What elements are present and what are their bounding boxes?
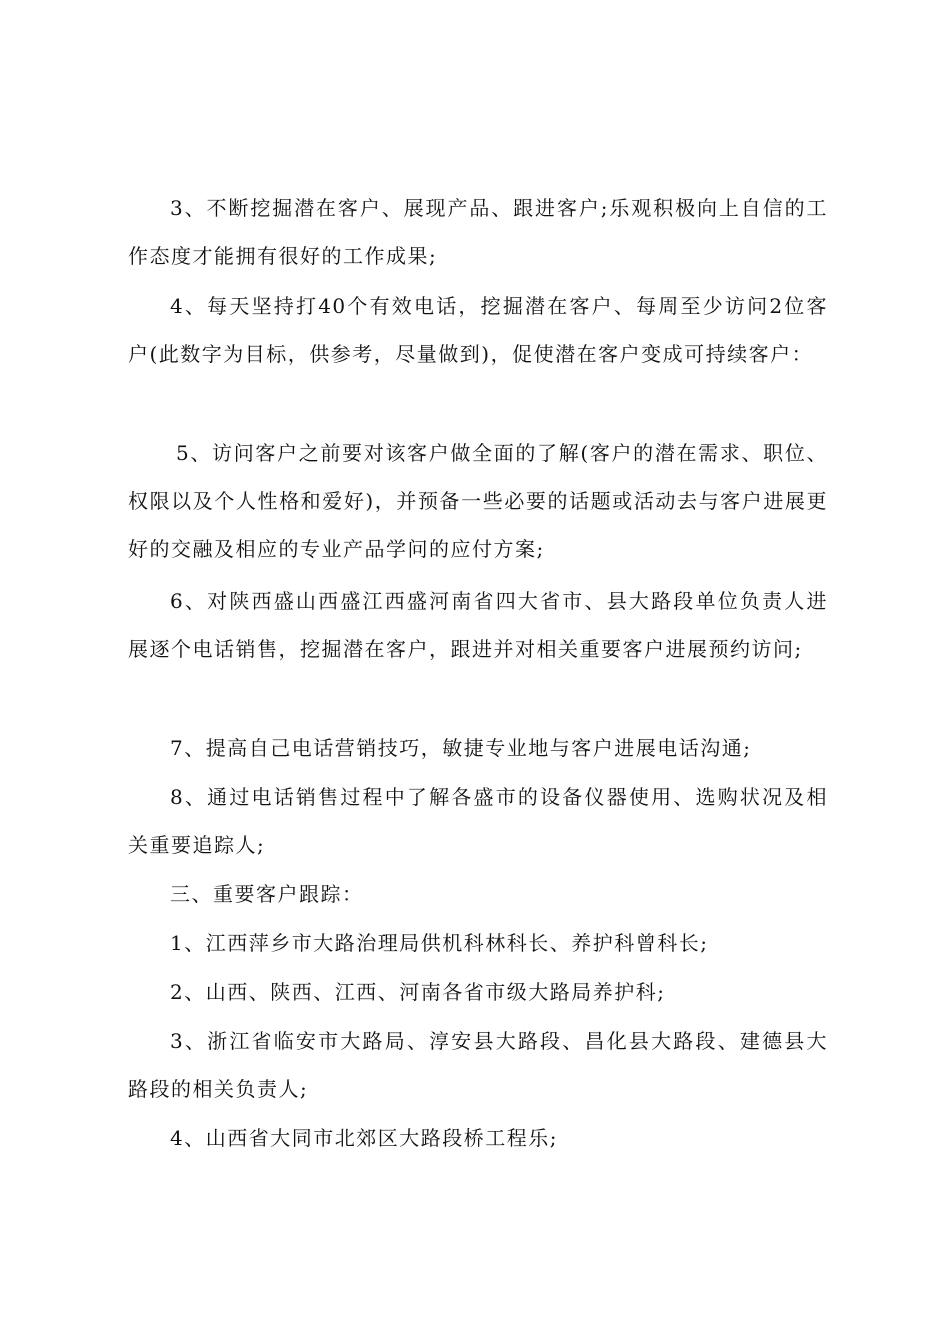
paragraph-item-6: 6、对陕西盛山西盛江西盛河南省四大省市、县大路段单位负责人进展逐个电话销售，挖掘潜在客户，跟进并对相关重要客户进展预约访问; <box>128 589 828 661</box>
paragraph-item-8: 8、通过电话销售过程中了解各盛市的设备仪器使用、选购状况及相关重要追踪人; <box>128 785 828 857</box>
client-item-2: 2、山西、陕西、江西、河南各省市级大路局养护科; <box>170 980 666 1004</box>
paragraph-item-5: 5、访问客户之前要对该客户做全面的了解(客户的潜在需求、职位、权限以及个人性格和爱好)，并预备一些必要的话题或活动去与客户进展更好的交融及相应的专业产品学问的应付方案; <box>128 441 828 561</box>
client-item-4: 4、山西省大同市北郊区大路段桥工程乐; <box>170 1126 558 1150</box>
paragraph-item-4: 4、每天坚持打40个有效电话，挖掘潜在客户、每周至少访问2位客户(此数字为目标，供参考，尽量做到)，促使潜在客户变成可持续客户： <box>128 294 828 366</box>
client-item-3: 3、浙江省临安市大路局、淳安县大路段、昌化县大路段、建德县大路段的相关负责人; <box>128 1029 828 1101</box>
paragraph-item-7: 7、提高自己电话营销技巧，敏捷专业地与客户进展电话沟通; <box>170 736 752 760</box>
paragraph-item-3: 3、不断挖掘潜在客户、展现产品、跟进客户;乐观积极向上自信的工作态度才能拥有很好的工作成果; <box>128 196 828 268</box>
section-heading-key-client-tracking: 三、重要客户跟踪： <box>170 882 364 906</box>
client-item-1: 1、江西萍乡市大路治理局供机科林科长、养护科曾科长; <box>170 931 709 955</box>
